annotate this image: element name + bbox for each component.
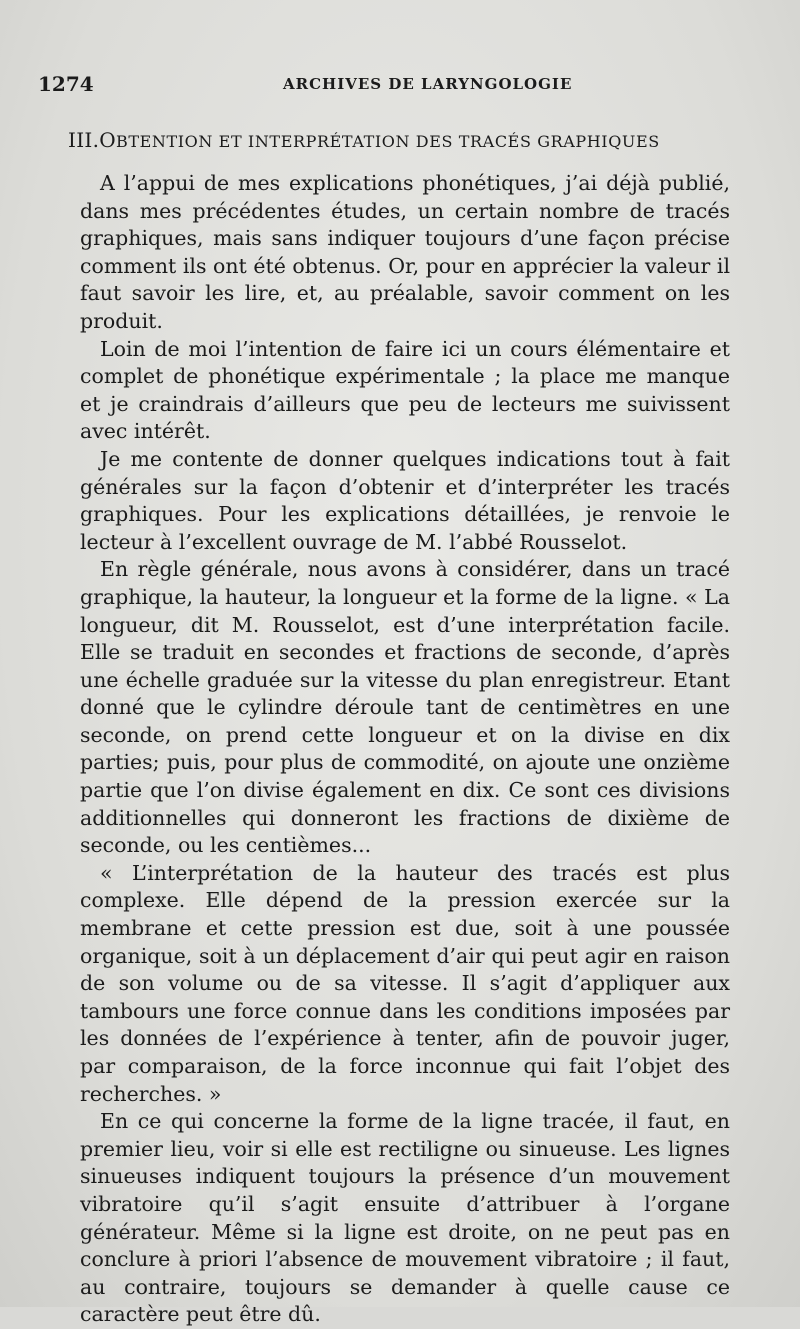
paragraph: « L’interprétation de la hauteur des tracés est plus complexe. Elle dépend de la pression exercée sur la membrane et cette pression est due, soit à une poussée organique, soit à un déplacement d’air qui peut agir en raison de son volume ou de sa vitesse. Il s’agit d’appliquer aux tambours une force connue dans les conditions imposées par les données de l’expérience à tenter, afin de pouvoir juger, par comparaison, de la force inconnue qui fait l’objet des recherches. »	[80, 860, 730, 1106]
section-title-cap: O	[99, 128, 116, 152]
paragraph: En ce qui concerne la forme de la ligne tracée, il faut, en premier lieu, voir si elle est rectiligne ou sinueuse. Les lignes sinueuses indiquent toujours la présence d’un mouvement vibratoire qu’il s’agit ensuite d’attribuer à l’organe générateur. Même si la ligne est droite, on ne peut pas en conclure à priori l’absence de mouvement vibratoire ; il faut, au contraire, toujours se demander à quelle cause ce caractère peut être dû.	[80, 1109, 730, 1327]
paragraph: En règle générale, nous avons à considérer, dans un tracé graphique, la hauteur, la longueur et la forme de la ligne. « La longueur, dit M. Rousselot, est d’une interprétation facile. Elle se traduit en secondes et fractions de seconde, d’après une échelle graduée sur la vitesse du plan enregistreur. Etant donné que le cylindre déroule tant de centimètres en une seconde, on prend cette longueur et on la divise en dix parties; puis, pour plus de commodité, on ajoute une onzième partie que l’on divise également en dix. Ce sont ces divisions additionnelles qui donneront les fractions de dixième de seconde, ou les centièmes...	[80, 557, 730, 858]
page-number: 1274	[38, 72, 94, 96]
paragraph: Loin de moi l’intention de faire ici un cours élémentaire et complet de phonétique expérimentale ; la place me manque et je craindrais d’ailleurs que peu de lecteurs me suivissent avec intérêt.	[80, 336, 730, 444]
page-header	[38, 72, 738, 102]
body-text	[80, 170, 730, 1329]
paragraph: Je me contente de donner quelques indications tout à fait générales sur la façon d’obtenir et d’interpréter les tracés graphiques. Pour les explications détaillées, je renvoie le lecteur à l’excellent ouvrage de M. l’abbé Rousselot.	[80, 446, 730, 554]
section-title	[68, 128, 728, 152]
section-title-rest: BTENTION ET INTERPRÉTATION DES TRACÉS GRAPHIQUES	[115, 132, 660, 151]
paragraph: A l’appui de mes explications phonétiques, j’ai déjà publié, dans mes précédentes études, un certain nombre de tracés graphiques, mais sans indiquer toujours d’une façon précise comment ils ont été obtenus. Or, pour en apprécier la valeur il faut savoir les lire, et, au préalable, savoir comment on les produit.	[80, 171, 730, 333]
running-head: ARCHIVES DE LARYNGOLOGIE	[283, 75, 573, 93]
section-numeral: III.	[68, 128, 100, 152]
